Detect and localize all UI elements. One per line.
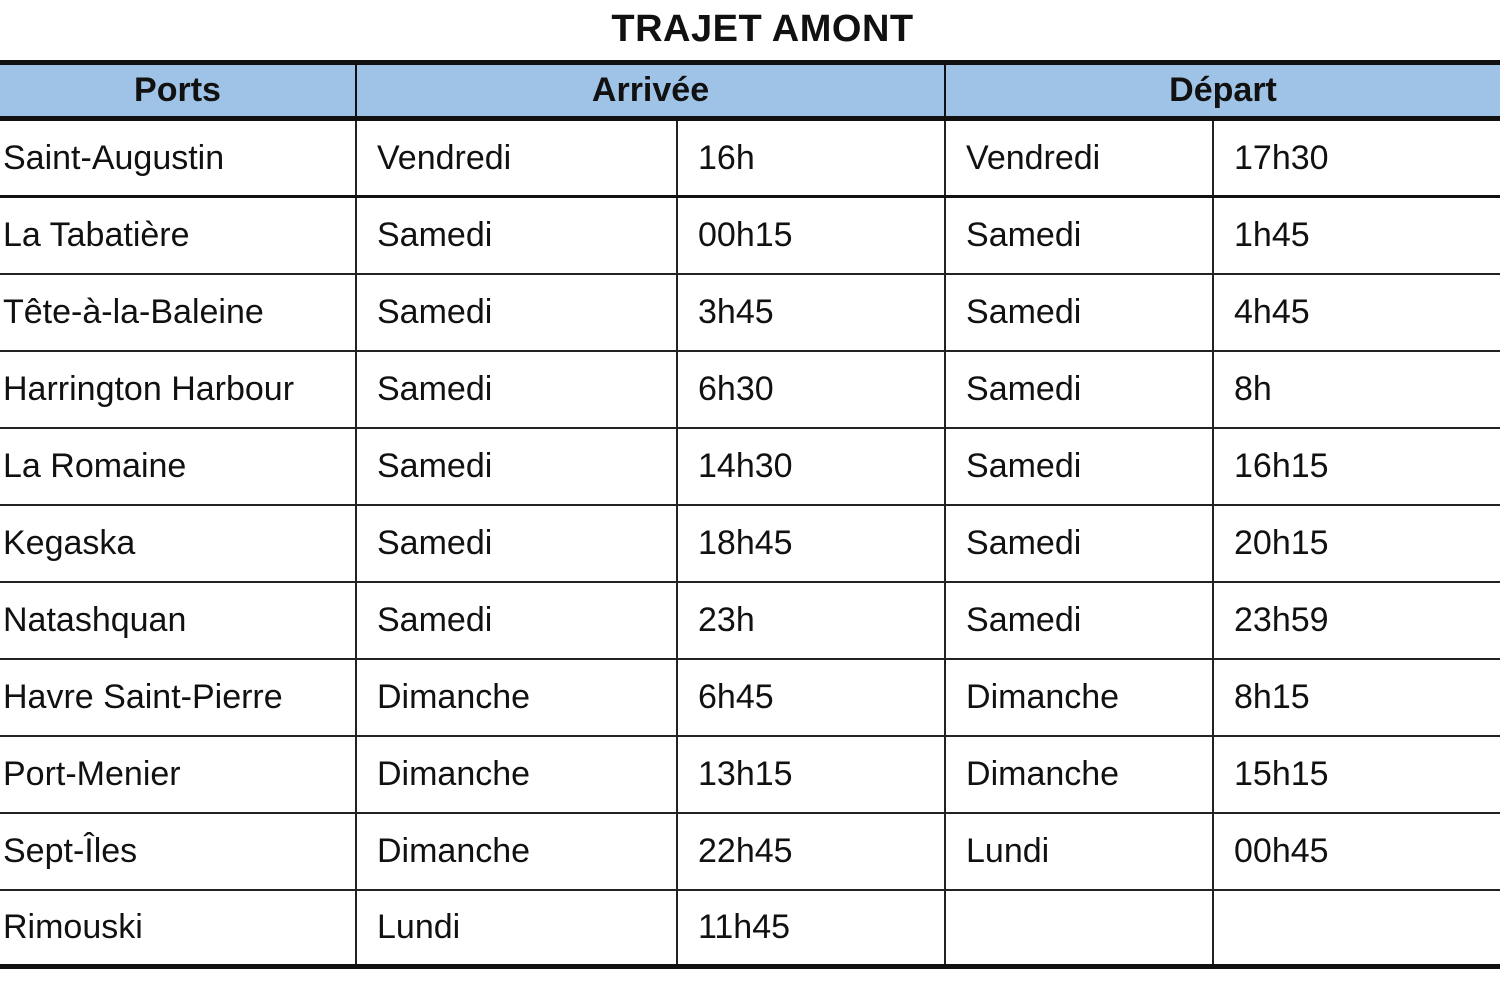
- departure-day: Lundi: [945, 813, 1213, 890]
- port-name: Sept-Îles: [0, 813, 356, 890]
- departure-day: Vendredi: [945, 119, 1213, 197]
- schedule-title: TRAJET AMONT: [611, 8, 914, 50]
- departure-day: Samedi: [945, 274, 1213, 351]
- table-row: [0, 736, 1500, 813]
- arrival-time: 6h45: [677, 659, 945, 736]
- departure-day: Samedi: [945, 428, 1213, 505]
- departure-time: 23h59: [1213, 582, 1500, 659]
- port-name: La Romaine: [0, 428, 356, 505]
- departure-day: Samedi: [945, 582, 1213, 659]
- arrival-time: 6h30: [677, 351, 945, 428]
- departure-time: [1213, 890, 1500, 967]
- port-name: La Tabatière: [0, 197, 356, 274]
- port-name: Tête-à-la-Baleine: [0, 274, 356, 351]
- arrival-day: Samedi: [356, 582, 677, 659]
- table-row: [0, 119, 1500, 197]
- arrival-day: Vendredi: [356, 119, 677, 197]
- port-name: Rimouski: [0, 890, 356, 967]
- departure-day: Samedi: [945, 197, 1213, 274]
- table-row: [0, 428, 1500, 505]
- departure-time: 8h: [1213, 351, 1500, 428]
- arrival-time: 00h15: [677, 197, 945, 274]
- arrival-day: Samedi: [356, 428, 677, 505]
- arrival-day: Dimanche: [356, 659, 677, 736]
- table-row: [0, 582, 1500, 659]
- header-arrivee: Arrivée: [356, 63, 945, 119]
- table-row: [0, 659, 1500, 736]
- arrival-day: Dimanche: [356, 736, 677, 813]
- departure-day: Dimanche: [945, 659, 1213, 736]
- table-row: [0, 813, 1500, 890]
- departure-time: 1h45: [1213, 197, 1500, 274]
- arrival-day: Samedi: [356, 274, 677, 351]
- port-name: Saint-Augustin: [0, 119, 356, 197]
- arrival-time: 14h30: [677, 428, 945, 505]
- table-row: [0, 351, 1500, 428]
- departure-time: 16h15: [1213, 428, 1500, 505]
- departure-day: Dimanche: [945, 736, 1213, 813]
- departure-time: 20h15: [1213, 505, 1500, 582]
- departure-time: 00h45: [1213, 813, 1500, 890]
- port-name: Port-Menier: [0, 736, 356, 813]
- departure-day: Samedi: [945, 505, 1213, 582]
- arrival-time: 16h: [677, 119, 945, 197]
- arrival-time: 13h15: [677, 736, 945, 813]
- departure-time: 15h15: [1213, 736, 1500, 813]
- arrival-day: Dimanche: [356, 813, 677, 890]
- table-row: [0, 197, 1500, 274]
- departure-day: [945, 890, 1213, 967]
- departure-time: 8h15: [1213, 659, 1500, 736]
- departure-day: Samedi: [945, 351, 1213, 428]
- table-header-row: [0, 63, 1500, 119]
- arrival-time: 18h45: [677, 505, 945, 582]
- port-name: Kegaska: [0, 505, 356, 582]
- header-ports: Ports: [0, 63, 356, 119]
- departure-time: 17h30: [1213, 119, 1500, 197]
- port-name: Natashquan: [0, 582, 356, 659]
- arrival-time: 11h45: [677, 890, 945, 967]
- arrival-time: 22h45: [677, 813, 945, 890]
- arrival-time: 3h45: [677, 274, 945, 351]
- arrival-day: Samedi: [356, 351, 677, 428]
- schedule-table: [0, 60, 1500, 969]
- arrival-day: Samedi: [356, 505, 677, 582]
- table-row: [0, 505, 1500, 582]
- port-name: Havre Saint-Pierre: [0, 659, 356, 736]
- arrival-time: 23h: [677, 582, 945, 659]
- departure-time: 4h45: [1213, 274, 1500, 351]
- port-name: Harrington Harbour: [0, 351, 356, 428]
- table-row: [0, 274, 1500, 351]
- header-depart: Départ: [945, 63, 1500, 119]
- arrival-day: Samedi: [356, 197, 677, 274]
- arrival-day: Lundi: [356, 890, 677, 967]
- table-row: [0, 890, 1500, 967]
